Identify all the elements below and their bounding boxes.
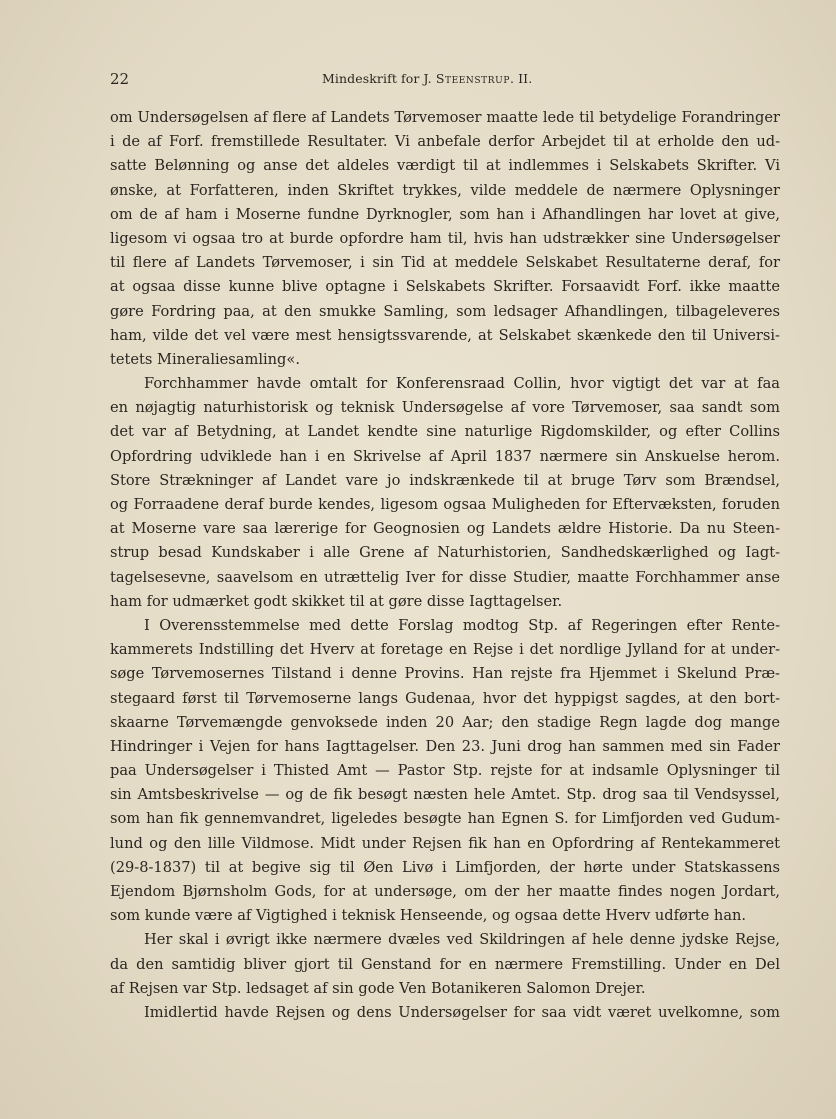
- text-line: satte Belønning og anse det aldeles værdigt til at indlemmes i Selskabets Skrifter. Vi: [110, 157, 780, 175]
- text-line: skaarne Tørvemængde genvoksede inden 20 Aar; den stadige Regn lagde dog mange: [110, 713, 780, 731]
- text-line: tagelsesevne, saavelsom en utrættelig Iver for disse Studier, maatte Forchhammer anse: [110, 568, 780, 586]
- text-line: kammerets Indstilling det Hverv at foretage en Rejse i det nordlige Jylland for at under-: [110, 641, 780, 659]
- text-line: om de af ham i Moserne fundne Dyrknogler, som han i Afhandlingen har lovet at give,: [110, 205, 780, 223]
- text-line: at ogsaa disse kunne blive optagne i Selskabets Skrifter. Forsaavidt Forf. ikke maatte: [110, 278, 780, 296]
- page-number: 22: [110, 70, 130, 88]
- header-title-prefix: Mindeskrift for J.: [322, 71, 432, 86]
- text-line: i de af Forf. fremstillede Resultater. Vi anbefale derfor Arbejdet til at erholde den ud-: [110, 133, 780, 151]
- text-line: ham for udmærket godt skikket til at gøre disse Iagttagelser.: [110, 592, 563, 610]
- text-line: Her skal i øvrigt ikke nærmere dvæles ved Skildringen af hele denne jydske Rejse,: [144, 931, 780, 949]
- text-line: som han fik gennemvandret, ligeledes besøgte han Egnen S. for Limfjorden ved Gudum-: [110, 810, 780, 828]
- header-title-name: Steenstrup: [435, 71, 510, 86]
- text-line: Forchhammer havde omtalt for Konferensraad Collin, hvor vigtigt det var at faa: [144, 375, 780, 393]
- text-line: at Moserne vare saa lærerige for Geognosien og Landets ældre Historie. Da nu Steen-: [110, 520, 780, 538]
- text-line: om Undersøgelsen af flere af Landets Tørvemoser maatte lede til betydelige Forandringer: [110, 109, 780, 126]
- text-line: sin Amtsbeskrivelse — og de fik besøgt næsten hele Amtet. Stp. drog saa til Vendsyssel,: [110, 786, 780, 804]
- text-line: ønske, at Forfatteren, inden Skriftet trykkes, vilde meddele de nærmere Oplysninger: [110, 181, 780, 199]
- text-line: Imidlertid havde Rejsen og dens Undersøgelser for saa vidt været uvelkomne, som: [144, 1003, 780, 1021]
- text-line: gøre Fordring paa, at den smukke Samling, som ledsager Afhandlingen, tilbageleveres: [110, 302, 780, 320]
- header-title: [322, 71, 532, 86]
- text-line: søge Tørvemosernes Tilstand i denne Provins. Han rejste fra Hjemmet i Skelund Præ-: [110, 665, 780, 683]
- text-line: til flere af Landets Tørvemoser, i sin Tid at meddele Selskabet Resultaterne deraf, for: [110, 254, 780, 272]
- text-line: (29-8-1837) til at begive sig til Øen Livø i Limfjorden, der hørte under Statskassens: [110, 858, 780, 876]
- text-line: paa Undersøgelser i Thisted Amt — Pastor Stp. rejste for at indsamle Oplysninger til: [110, 762, 780, 780]
- text-line: og Forraadene deraf burde kendes, ligesom ogsaa Muligheden for Eftervæksten, foruden: [110, 496, 780, 513]
- text-line: tetets Mineraliesamling«.: [110, 350, 300, 368]
- text-line: det var af Betydning, at Landet kendte sine naturlige Rigdomskilder, og efter Collins: [110, 423, 780, 441]
- text-line: som kunde være af Vigtighed i teknisk Henseende, og ogsaa dette Hverv udførte han.: [110, 907, 747, 925]
- text-line: strup besad Kundskaber i alle Grene af Naturhistorien, Sandhedskærlighed og Iagt-: [110, 544, 780, 562]
- text-line: Ejendom Bjørnsholm Gods, for at undersøge, om der her maatte findes nogen Jordart,: [110, 883, 780, 900]
- running-head: [110, 70, 780, 94]
- text-line: da den samtidig bliver gjort til Genstand for en nærmere Fremstilling. Under en Del: [110, 955, 780, 973]
- text-line: Store Strækninger af Landet vare jo indskrænkede til at bruge Tørv som Brændsel,: [110, 471, 780, 489]
- text-line: lund og den lille Vildmose. Midt under Rejsen fik han en Opfordring af Rentekammeret: [110, 834, 780, 852]
- text-line: ham, vilde det vel være mest hensigtssvarende, at Selskabet skænkede den til Universi-: [110, 326, 780, 344]
- text-line: Opfordring udviklede han i en Skrivelse af April 1837 nærmere sin Anskuelse herom.: [110, 447, 780, 465]
- text-line: I Overensstemmelse med dette Forslag modtog Stp. af Regeringen efter Rente-: [144, 616, 780, 634]
- text-line: stegaard først til Tørvemoserne langs Gudenaa, hvor det hyppigst sagdes, at den bort-: [110, 689, 780, 707]
- text-line: Hindringer i Vejen for hans Iagttagelser. Den 23. Juni drog han sammen med sin Fader: [110, 737, 780, 755]
- header-title-suffix: . II.: [510, 71, 533, 86]
- text-line: af Rejsen var Stp. ledsaget af sin gode Ven Botanikeren Salomon Drejer.: [110, 979, 646, 997]
- text-line: ligesom vi ogsaa tro at burde opfordre ham til, hvis han udstrækker sine Undersøgelser: [110, 229, 780, 247]
- text-line: en nøjagtig naturhistorisk og teknisk Undersøgelse af vore Tørvemoser, saa sandt som: [110, 399, 780, 417]
- body-text: [110, 106, 780, 1025]
